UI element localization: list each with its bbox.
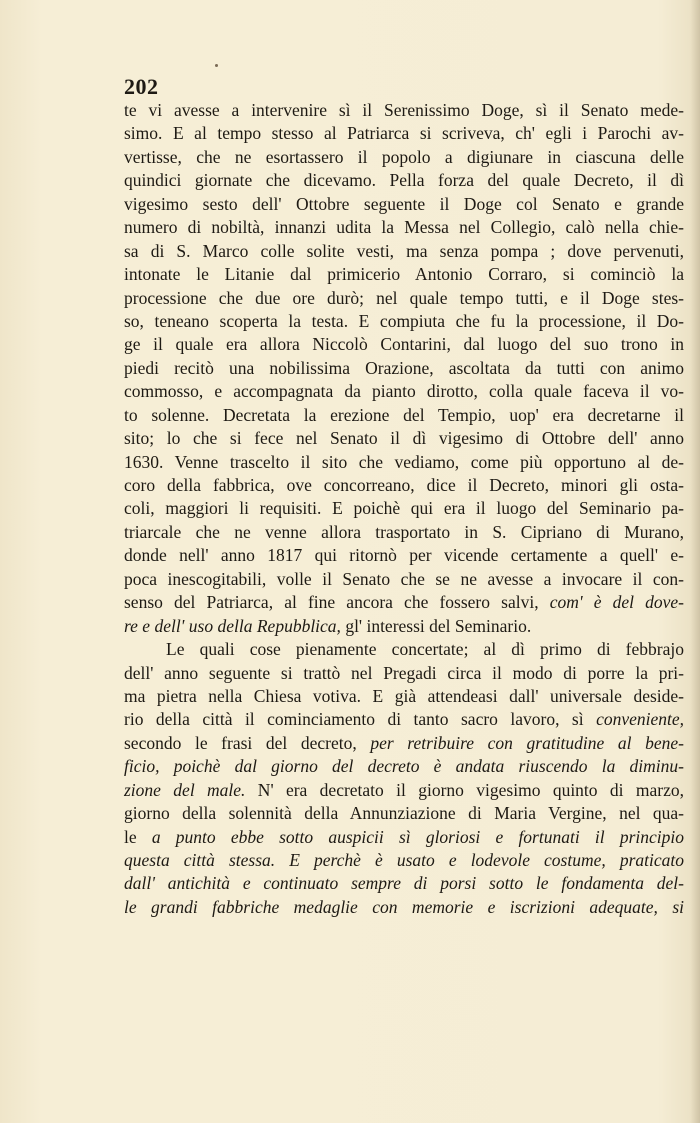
text-segment: coro della fabbrica, ove concorreano, dice il Decreto, minori gli osta- (124, 475, 684, 495)
text-line (124, 638, 684, 661)
text-line (124, 544, 684, 567)
text-line (124, 169, 684, 192)
text-line (124, 263, 684, 286)
text-segment: vertisse, che ne esortassero il popolo a digiunare in ciascuna delle (124, 146, 684, 167)
text-segment: 1630. Venne trascelto il sito che vediamo, come più opportuno al de- (124, 451, 684, 472)
text-line (124, 451, 684, 474)
italic-text-segment: dall' antichità e continuato sempre di porsi sotto le fondamenta del- (124, 873, 684, 894)
text-segment: senso del Patriarca, al fine ancora che fossero salvi, (124, 592, 550, 613)
text-segment: triarcale che ne venne allora trasportato in S. Cipriano di Murano, (124, 521, 684, 542)
italic-text-segment: le grandi fabbriche medaglie con memorie e iscrizioni adequate, si (124, 896, 684, 917)
italic-text-segment: questa città stessa. E perchè è usato e lodevole costume, praticato (124, 850, 684, 870)
text-line (124, 521, 684, 544)
text-segment: gl' interessi del Seminario. (340, 615, 532, 636)
italic-text-segment: per retribuire con gratitudine al bene- (370, 732, 684, 753)
text-segment: to solenne. Decretata la erezione del Tempio, uop' era decretarne il (124, 404, 684, 425)
text-segment: donde nell' anno 1817 qui ritornò per vicende certamente a quell' e- (124, 545, 684, 566)
text-line (124, 896, 684, 919)
text-line (124, 872, 684, 895)
text-segment: sa di S. Marco colle solite vesti, ma senza pompa ; dove pervenuti, (124, 240, 684, 261)
text-segment: processione che due ore durò; nel quale tempo tutti, e il Doge stes- (124, 287, 684, 308)
text-segment: quindici giornate che dicevamo. Pella forza del quale Decreto, il dì (124, 170, 684, 191)
text-segment: vigesimo sesto dell' Ottobre seguente il Doge col Senato e grande (124, 193, 684, 214)
text-segment: N' era decretato il giorno vigesimo quinto di marzo, (245, 779, 684, 800)
text-line (124, 310, 684, 333)
italic-text-segment: re e dell' uso della Repubblica, (124, 615, 341, 636)
text-line (124, 240, 684, 263)
text-line (124, 849, 684, 872)
text-line (124, 474, 684, 497)
text-segment: secondo le frasi del decreto, (124, 732, 371, 753)
italic-text-segment: com' è del dove- (549, 592, 684, 613)
text-segment: simo. E al tempo stesso al Patriarca si scriveva, ch' egli i Parochi av- (124, 123, 684, 144)
italic-text-segment: a punto ebbe sotto auspicii sì gloriosi e fortunati il principio (151, 826, 684, 847)
paper-speck (215, 64, 218, 67)
text-segment: so, teneano scoperta la testa. E compiuta che fu la processione, il Do- (124, 310, 684, 331)
text-segment: te vi avesse a intervenire sì il Serenissimo Doge, sì il Senato mede- (124, 100, 684, 120)
text-segment: Le quali cose pienamente concertate; al dì primo di febbrajo (166, 639, 684, 660)
page-edge-shadow (690, 0, 700, 1123)
text-segment: piedi recitò una nobilissima Orazione, ascoltata da tutti con animo (124, 357, 684, 378)
text-line (124, 662, 684, 685)
text-line (124, 99, 684, 122)
text-segment: rio della città il cominciamento di tanto sacro lavoro, sì (124, 709, 597, 730)
text-segment: commosso, e accompagnata da pianto dirotto, colla quale faceva il vo- (124, 381, 684, 402)
body-text (124, 99, 684, 919)
text-line (124, 779, 684, 802)
text-segment: poca inescogitabili, volle il Senato che se ne avesse a invocare il con- (124, 568, 684, 589)
text-line (124, 826, 684, 849)
text-line (124, 357, 684, 380)
text-line (124, 427, 684, 450)
page-number: 202 (124, 74, 159, 99)
text-line (124, 497, 684, 520)
text-line (124, 122, 684, 145)
text-segment: le (124, 826, 152, 847)
text-segment: dell' anno seguente si trattò nel Pregadi circa il modo di porre la pri- (124, 662, 684, 683)
text-segment: giorno della solennità della Annunziazione di Maria Vergine, nel qua- (124, 803, 684, 824)
text-segment: intonate le Litanie dal primicerio Antonio Corraro, si cominciò la (124, 264, 684, 285)
text-segment: sito; lo che si fece nel Senato il dì vigesimo di Ottobre dell' anno (124, 428, 684, 449)
text-line (124, 404, 684, 427)
text-line (124, 732, 684, 755)
text-line (124, 568, 684, 591)
text-segment: coli, maggiori li requisiti. E poichè qui era il luogo del Seminario pa- (124, 498, 684, 519)
text-line (124, 802, 684, 825)
text-line (124, 216, 684, 239)
text-line (124, 708, 684, 731)
italic-text-segment: conveniente, (596, 709, 684, 730)
text-line (124, 685, 684, 708)
text-segment: ge il quale era allora Niccolò Contarini, dal luogo del suo trono in (124, 334, 684, 355)
text-line (124, 755, 684, 778)
text-line (124, 380, 684, 403)
italic-text-segment: ficio, poichè dal giorno del decreto è andata riuscendo la diminu- (124, 756, 684, 777)
text-line (124, 287, 684, 310)
text-line (124, 333, 684, 356)
text-segment: ma pietra nella Chiesa votiva. E già attendeasi dall' universale deside- (124, 685, 684, 706)
text-line (124, 146, 684, 169)
text-segment: numero di nobiltà, innanzi udita la Messa nel Collegio, calò nella chie- (124, 217, 684, 238)
text-line (124, 193, 684, 216)
italic-text-segment: zione del male. (124, 779, 246, 800)
text-line (124, 615, 684, 638)
text-line (124, 591, 684, 614)
